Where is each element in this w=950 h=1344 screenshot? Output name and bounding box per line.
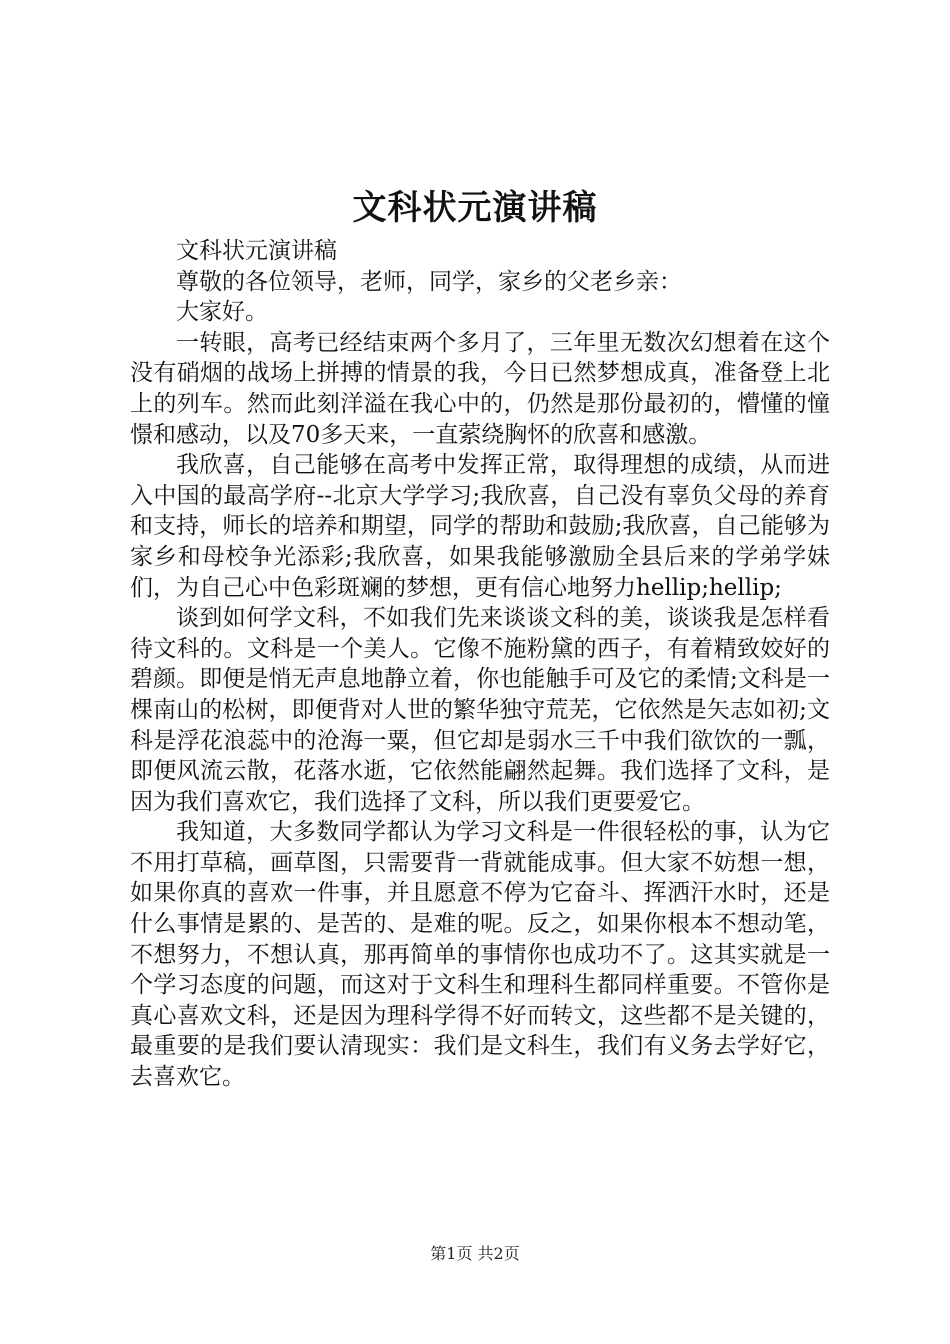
paragraph: 尊敬的各位领导，老师，同学，家乡的父老乡亲： xyxy=(176,268,682,295)
paragraph: 文科状元演讲稿 xyxy=(176,238,337,264)
document-body xyxy=(130,236,830,1093)
page-number-footer: 第1页 共2页 xyxy=(430,1244,520,1263)
paragraph: 我知道，大多数同学都认为学习文科是一件很轻松的事，认为它不用打草稿，画草图，只需要背一背就能成事。但大家不妨想一想，如果你真的喜欢一件事，并且愿意不停为它奋斗、挥洒汗水时，还是什么事情是累的、是苦的、是难的呢。反之，如果你根本不想动笔，不想努力，不想认真，那再简单的事情你也成功不了。这其实就是一个学习态度的问题，而这对于文科生和理科生都同样重要。不管你是真心喜欢文科，还是因为理科学得不好而转文，这些都不是关键的，最重要的是我们要认清现实：我们是文科生，我们有义务去学好它，去喜欢它。 xyxy=(130,819,830,1091)
document-title: 文科状元演讲稿 xyxy=(352,188,598,228)
paragraph: 我欣喜，自己能够在高考中发挥正常，取得理想的成绩，从而进入中国的最高学府--北京大学学习;我欣喜，自己没有辜负父母的养育和支持，师长的培养和期望，同学的帮助和鼓励;我欣喜，自己能够为家乡和母校争光添彩;我欣喜，如果我能够激励全县后来的学弟学妹们，为自己心中色彩斑斓的梦想，更有信心地努力hellip;hellip; xyxy=(130,452,830,601)
paragraph: 一转眼，高考已经结束两个多月了，三年里无数次幻想着在这个没有硝烟的战场上拼搏的情景的我，今日已然梦想成真，准备登上北上的列车。然而此刻洋溢在我心中的，仍然是那份最初的，懵懂的憧憬和感动，以及70多天来，一直萦绕胸怀的欣喜和感激。 xyxy=(130,329,830,448)
paragraph: 谈到如何学文科，不如我们先来谈谈文科的美，谈谈我是怎样看待文科的。文科是一个美人。它像不施粉黛的西子，有着精致姣好的碧颜。即便是悄无声息地静立着，你也能触手可及它的柔情;文科是一棵南山的松树，即便背对人世的繁华独守荒芜，它依然是矢志如初;文科是浮花浪蕊中的沧海一粟，但它却是弱水三千中我们欲饮的一瓢，即便风流云散，花落水逝，它依然能翩然起舞。我们选择了文科，是因为我们喜欢它，我们选择了文科，所以我们更要爱它。 xyxy=(130,605,830,815)
paragraph: 大家好。 xyxy=(176,299,268,326)
